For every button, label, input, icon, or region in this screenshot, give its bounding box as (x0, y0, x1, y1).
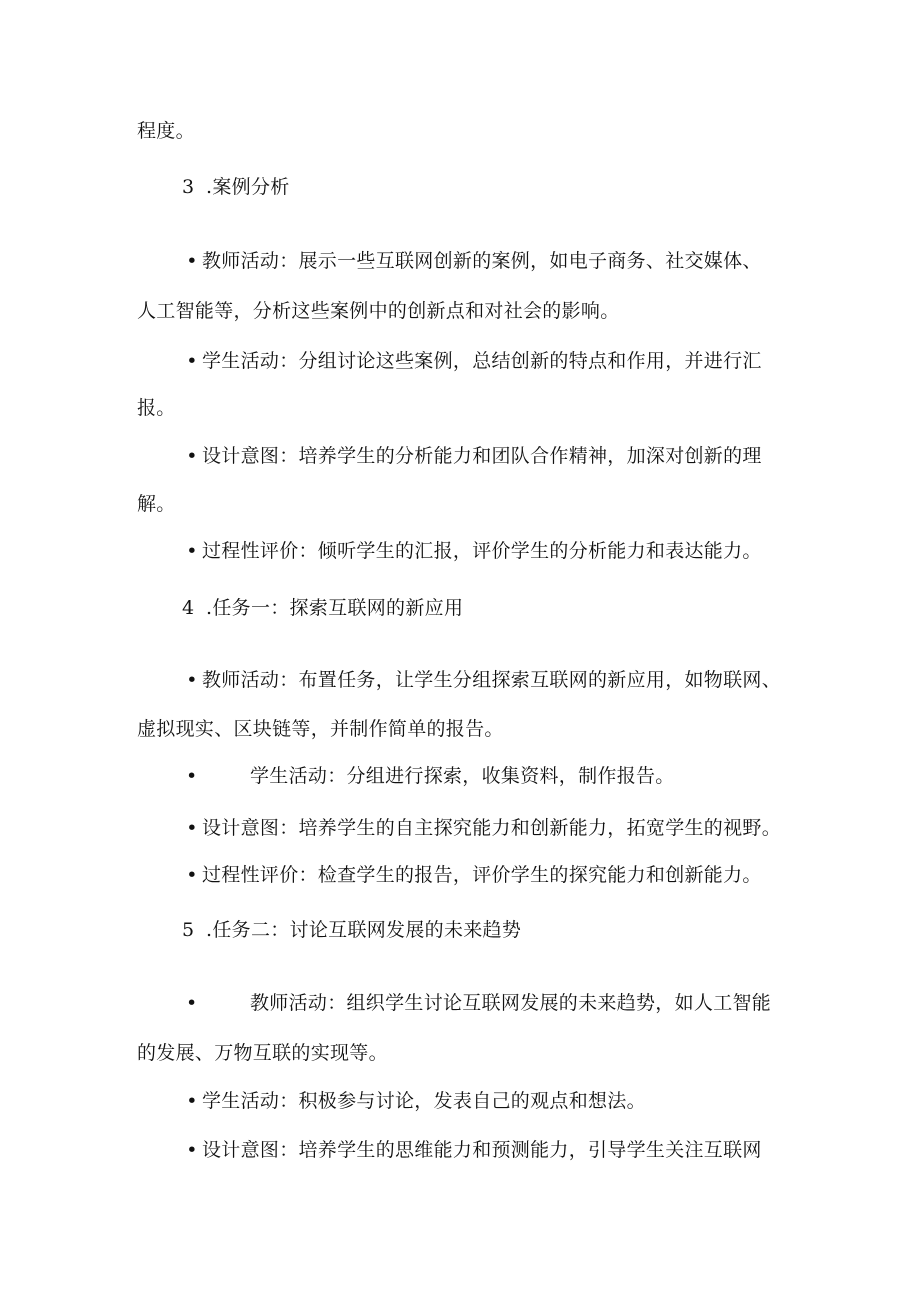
paragraph-line (137, 118, 787, 144)
bullet-item (182, 1137, 832, 1163)
bullet-item (182, 348, 832, 374)
line-text: 程度。 (137, 120, 195, 142)
section-heading-3 (182, 174, 832, 200)
line-text: 学生活动：积极参与讨论，发表自己的观点和想法。 (202, 1090, 646, 1112)
section-heading-4 (182, 595, 832, 621)
bullet-icon: • (186, 817, 198, 839)
line-text: 教师活动：组织学生讨论互联网发展的未来趋势，如人工智能 (250, 992, 772, 1014)
section-title: .任务一：探索互联网的新应用 (206, 597, 464, 619)
bullet-icon: • (186, 669, 198, 691)
line-text: 学生活动：分组进行探索，收集资料，制作报告。 (250, 765, 675, 787)
bullet-icon: • (186, 1139, 198, 1161)
line-text: 学生活动：分组讨论这些案例，总结创新的特点和作用，并进行汇 (202, 350, 762, 372)
bullet-icon: • (186, 765, 198, 787)
line-text: 过程性评价：倾听学生的汇报，评价学生的分析能力和表达能力。 (202, 540, 762, 562)
line-text: 教师活动：展示一些互联网创新的案例，如电子商务、社交媒体、 (202, 250, 762, 272)
bullet-icon: • (186, 864, 198, 886)
section-number: 5 (182, 919, 195, 941)
line-text: 的发展、万物互联的实现等。 (137, 1042, 388, 1064)
bullet-item (182, 990, 832, 1016)
bullet-icon: • (186, 250, 198, 272)
line-text: 设计意图：培养学生的思维能力和预测能力，引导学生关注互联网 (202, 1139, 762, 1161)
section-title: .任务二：讨论互联网发展的未来趋势 (206, 919, 522, 941)
paragraph-line (137, 491, 787, 517)
line-text: 虚拟现实、区块链等，并制作简单的报告。 (137, 718, 504, 740)
line-text: 过程性评价：检查学生的报告，评价学生的探究能力和创新能力。 (202, 864, 762, 886)
bullet-icon: • (186, 1090, 198, 1112)
section-number: 3 (182, 176, 195, 198)
line-text: 设计意图：培养学生的自主探究能力和创新能力，拓宽学生的视野。 (202, 817, 782, 839)
line-text: 解。 (137, 493, 176, 515)
section-number: 4 (182, 597, 195, 619)
bullet-item (182, 443, 832, 469)
bullet-item (182, 815, 832, 841)
line-text: 报。 (137, 397, 176, 419)
section-heading-5 (182, 917, 832, 943)
line-text: 设计意图：培养学生的分析能力和团队合作精神，加深对创新的理 (202, 445, 762, 467)
section-title: .案例分析 (206, 176, 290, 198)
bullet-icon: • (186, 992, 198, 1014)
paragraph-line (137, 298, 787, 324)
bullet-item (182, 538, 832, 564)
bullet-item (182, 763, 832, 789)
bullet-item (182, 667, 832, 693)
bullet-icon: • (186, 445, 198, 467)
bullet-icon: • (186, 350, 198, 372)
paragraph-line (137, 716, 787, 742)
bullet-item (182, 1088, 832, 1114)
line-text: 人工智能等，分析这些案例中的创新点和对社会的影响。 (137, 300, 620, 322)
paragraph-line (137, 1040, 787, 1066)
bullet-item (182, 248, 832, 274)
bullet-item (182, 862, 832, 888)
paragraph-line (137, 395, 787, 421)
bullet-icon: • (186, 540, 198, 562)
line-text: 教师活动：布置任务，让学生分组探索互联网的新应用，如物联网、 (202, 669, 782, 691)
